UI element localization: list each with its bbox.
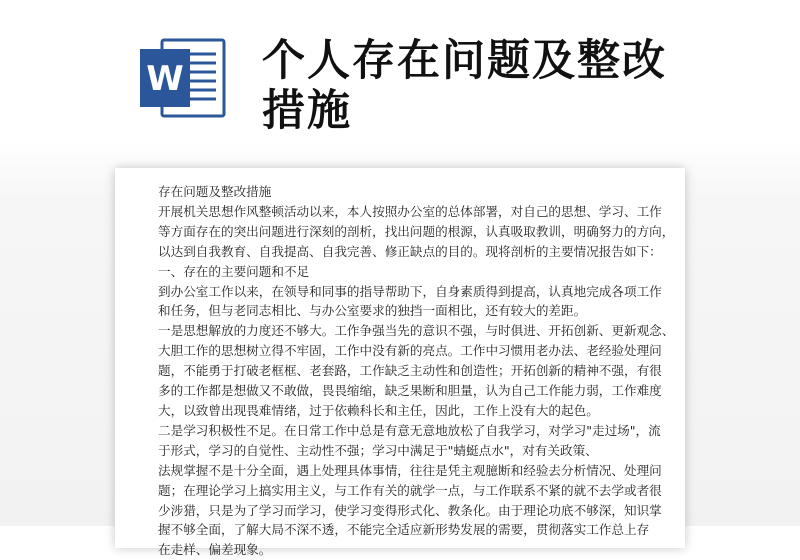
doc-line: 多的工作都是想做又不敢做，畏畏缩缩，缺乏果断和胆量，认为自己工作能力弱，工作难度	[158, 383, 662, 399]
title-line-2: 措施	[262, 86, 352, 136]
doc-line: 握不够全面，了解大局不深不透，不能完全适应新形势发展的需要，贯彻落实工作总上存	[158, 522, 650, 538]
doc-line: 大，以致曾出现畏难情绪，过于依赖科长和主任，因此，工作上没有大的起色。	[158, 402, 599, 418]
title-line-1: 个人存在问题及整改	[262, 36, 667, 86]
microsoft-word-icon	[140, 36, 226, 120]
doc-line: 一是思想解放的力度还不够大。工作争强当先的意识不强，与时俱进、开拓创新、更新观念、	[158, 323, 675, 339]
word-icon-letter: W	[146, 59, 184, 99]
doc-line: 于形式，学习的自觉性、主动性不强；学习中满足于"蜻蜓点水"，对有关政策、	[158, 442, 598, 458]
doc-line: 题；在理论学习上搞实用主义，与工作有关的就学一点，与工作联系不紧的就不去学或者很	[158, 482, 662, 498]
page-title	[262, 36, 692, 136]
doc-line: 以达到自我教育、自我提高、自我完善、修正缺点的目的。现将剖析的主要情况报告如下：	[158, 243, 662, 259]
doc-heading: 存在问题及整改措施	[158, 184, 272, 199]
doc-line: 题，不能勇于打破老框框、老套路，工作缺乏主动性和创造性；开拓创新的精神不强，有很	[158, 363, 662, 379]
doc-line: 和任务，但与老同志相比、与办公室要求的独挡一面相比，还有较大的差距。	[158, 303, 587, 319]
doc-line: 少涉猎，只是为了学习而学习，使学习变得形式化、教条化。由于理论功底不够深，知识掌	[158, 502, 662, 518]
doc-line: 大胆工作的思想树立得不牢固，工作中没有新的亮点。工作中习惯用老办法、老经验处理问	[158, 343, 662, 359]
doc-line: 二是学习积极性不足。在日常工作中总是有意无意地放松了自我学习，对学习"走过场"，流	[158, 422, 661, 438]
doc-line: 法规掌握不是十分全面，遇上处理具体事情，往往是凭主观臆断和经验去分析情况、处理问	[158, 462, 662, 478]
doc-line: 开展机关思想作风整顿活动以来，本人按照办公室的总体部署，对自己的思想、学习、工作	[158, 203, 662, 219]
doc-section-heading: 一、存在的主要问题和不足	[158, 263, 310, 279]
doc-line: 在走样、偏差现象。	[158, 542, 272, 558]
document-body	[158, 182, 675, 560]
doc-line: 到办公室工作以来，在领导和同事的指导帮助下，自身素质得到提高，认真地完成各项工作	[158, 283, 662, 299]
doc-line: 等方面存在的突出问题进行深刻的剖析，找出问题的根源，认真吸取教训，明确努力的方向，	[158, 223, 675, 239]
